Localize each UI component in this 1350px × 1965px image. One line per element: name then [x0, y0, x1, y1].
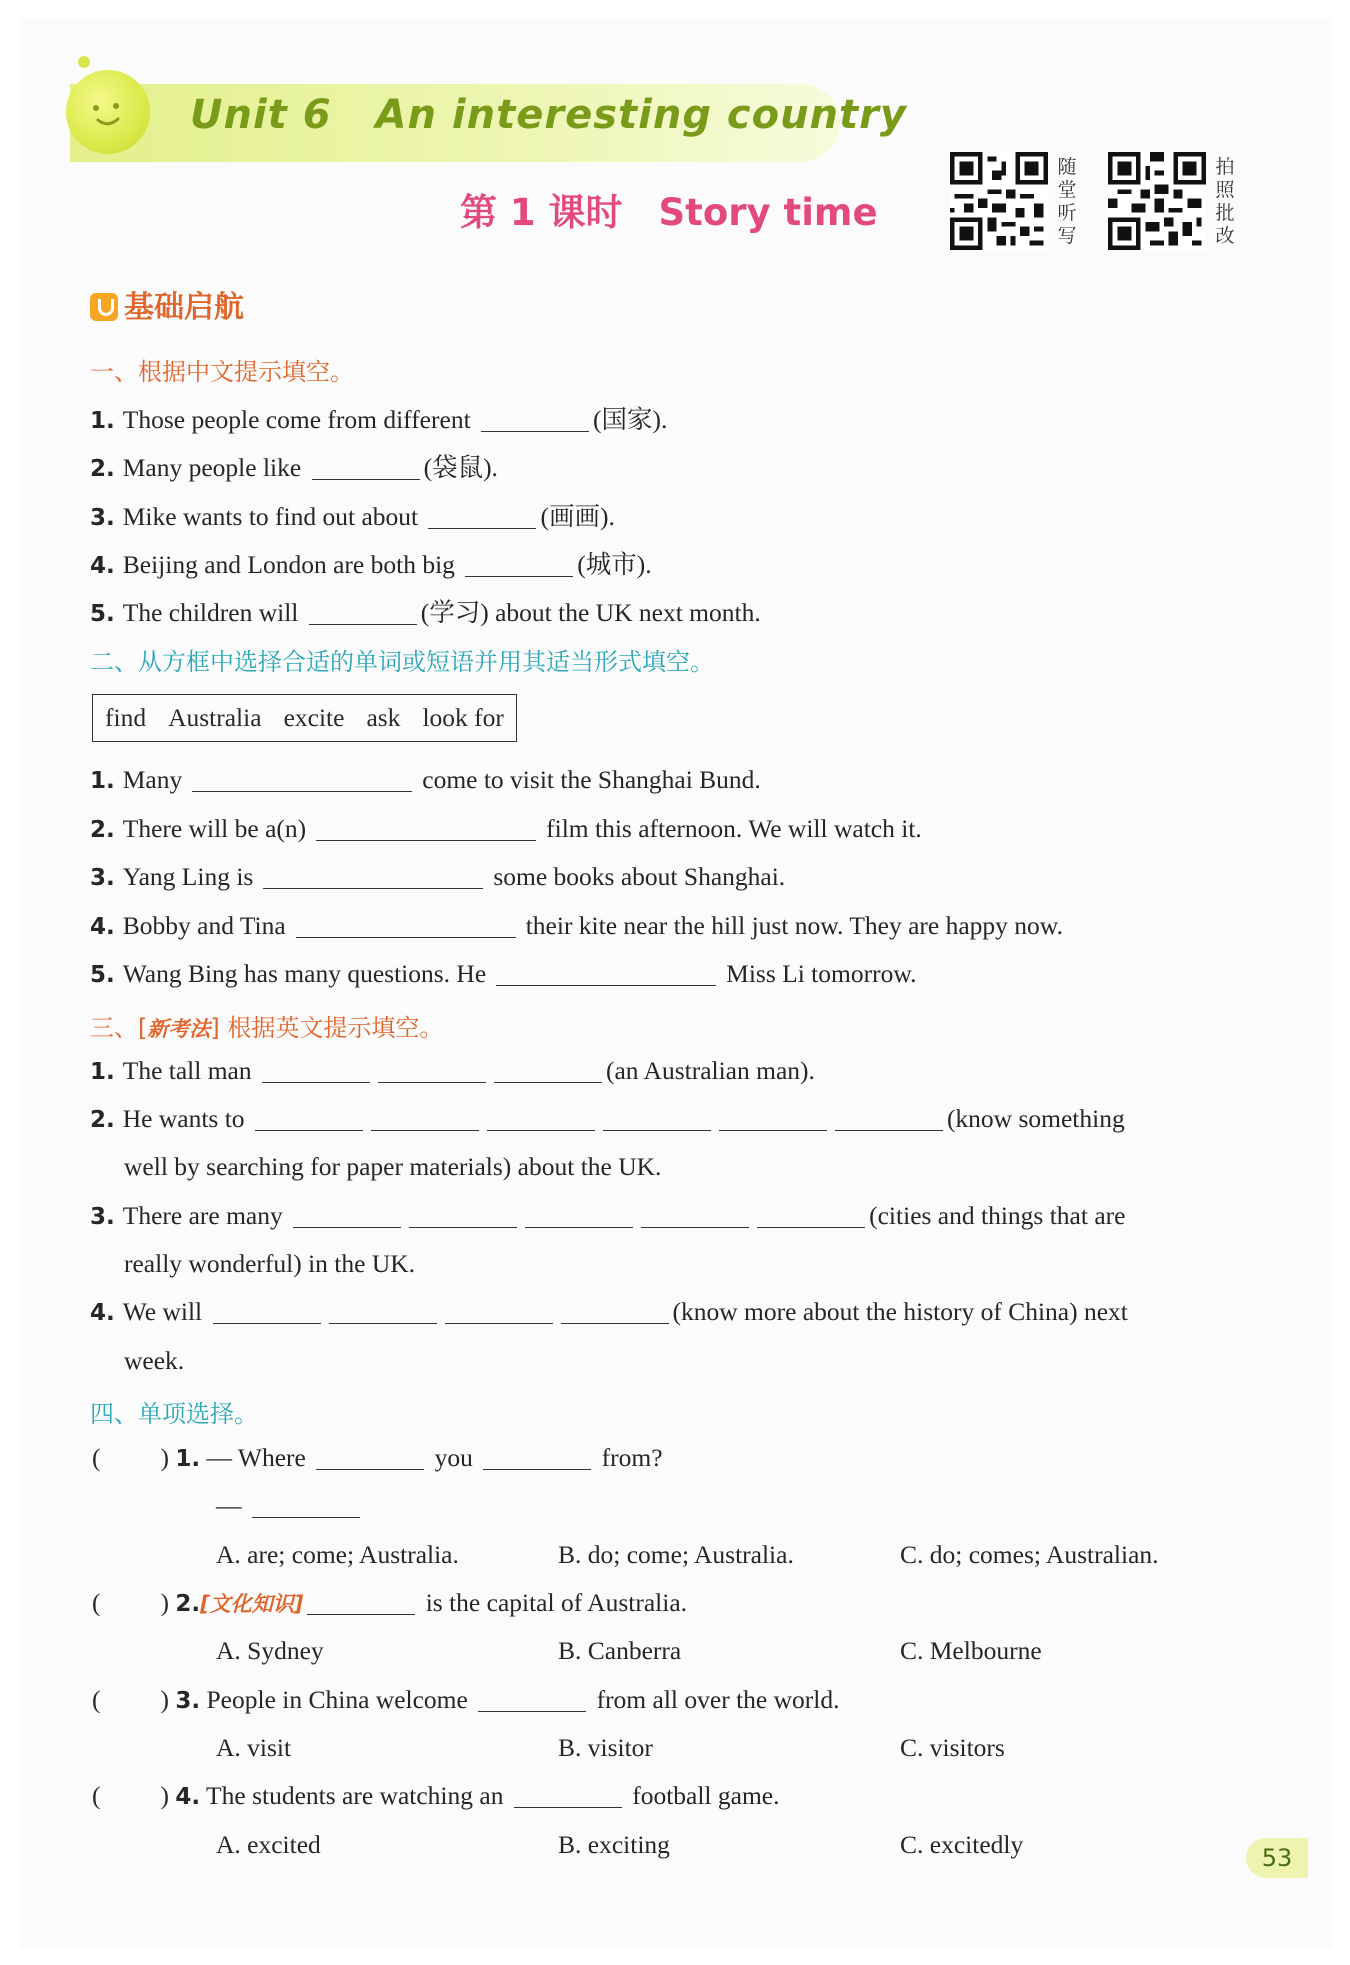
- part2-item-1: 1. Many come to visit the Shanghai Bund.: [90, 765, 761, 794]
- answer-blank[interactable]: [719, 1106, 827, 1131]
- part2-item-3: 3. Yang Ling is some books about Shanghai.: [90, 862, 786, 891]
- q1-option-b[interactable]: B. do; come; Australia.: [558, 1540, 794, 1569]
- answer-blank[interactable]: [428, 504, 536, 529]
- part3-item-2-cont: well by searching for paper materials) about the UK.: [124, 1152, 662, 1181]
- part2-item-5: 5. Wang Bing has many questions. He Miss Li tomorrow.: [90, 959, 917, 988]
- q4-option-a[interactable]: A. excited: [216, 1830, 321, 1859]
- word-bank-item: find: [105, 703, 147, 732]
- q1-option-c[interactable]: C. do; comes; Australian.: [900, 1540, 1159, 1569]
- answer-blank[interactable]: [496, 961, 716, 986]
- part3-item-3-cont: really wonderful) in the UK.: [124, 1249, 416, 1278]
- q1-stem: ( ) 1. — Where you from?: [92, 1443, 663, 1472]
- section-title: 基础启航: [124, 290, 244, 325]
- answer-blank[interactable]: [262, 1058, 370, 1083]
- qr1-char: 随: [1057, 156, 1077, 178]
- answer-blank[interactable]: [445, 1299, 553, 1324]
- answer-slot[interactable]: [101, 1446, 161, 1470]
- part1-item-2: 2. Many people like (袋鼠).: [90, 453, 498, 482]
- answer-blank[interactable]: [494, 1058, 602, 1083]
- part3-item-3: 3. There are many (cities and things that are: [90, 1201, 1126, 1230]
- part3-item-2: 2. He wants to (know something: [90, 1104, 1125, 1133]
- answer-blank[interactable]: [371, 1106, 479, 1131]
- lesson-name: Story time: [658, 191, 878, 234]
- section-heading: [90, 282, 244, 326]
- part3-heading: 三、[新考法] 根据英文提示填空。: [90, 1014, 444, 1042]
- part3-item-4-cont: week.: [124, 1346, 185, 1375]
- q3-option-c[interactable]: C. visitors: [900, 1733, 1005, 1762]
- qr2-char: 批: [1215, 202, 1235, 224]
- answer-slot[interactable]: [101, 1688, 161, 1712]
- answer-blank[interactable]: [641, 1203, 749, 1228]
- q2-option-c[interactable]: C. Melbourne: [900, 1636, 1042, 1665]
- q3-option-b[interactable]: B. visitor: [558, 1733, 653, 1762]
- part3-item-4: 4. We will (know more about the history of China) next: [90, 1297, 1128, 1326]
- answer-blank[interactable]: [603, 1106, 711, 1131]
- answer-blank[interactable]: [192, 767, 412, 792]
- q4-option-c[interactable]: C. excitedly: [900, 1830, 1024, 1859]
- unit-number: Unit 6: [190, 92, 332, 138]
- lesson-number: 第 1 课时: [460, 191, 623, 234]
- answer-blank[interactable]: [483, 1445, 591, 1470]
- part1-item-4: 4. Beijing and London are both big (城市).: [90, 550, 652, 579]
- part2-heading: 二、从方框中选择合适的单词或短语并用其适当形式填空。: [90, 648, 714, 676]
- word-bank-item: look for: [422, 703, 504, 732]
- answer-blank[interactable]: [316, 816, 536, 841]
- qr1-char: 写: [1057, 225, 1077, 247]
- answer-blank[interactable]: [309, 600, 417, 625]
- answer-blank[interactable]: [296, 913, 516, 938]
- part2-item-2: 2. There will be a(n) film this afternoon. We will watch it.: [90, 814, 922, 843]
- q1-reply: —: [216, 1491, 364, 1521]
- qr2-caption: [1214, 156, 1236, 248]
- q3-stem: ( ) 3. People in China welcome from all over the world.: [92, 1685, 840, 1714]
- answer-blank[interactable]: [525, 1203, 633, 1228]
- lesson-title: [460, 182, 878, 236]
- word-bank-item: ask: [366, 703, 401, 732]
- word-bank-box: [92, 694, 517, 742]
- answer-blank[interactable]: [213, 1299, 321, 1324]
- answer-blank[interactable]: [478, 1687, 586, 1712]
- answer-blank[interactable]: [263, 864, 483, 889]
- part4-heading: 四、单项选择。: [90, 1400, 258, 1428]
- unit-name: An interesting country: [375, 92, 907, 138]
- word-bank-item: excite: [283, 703, 345, 732]
- answer-blank[interactable]: [561, 1299, 669, 1324]
- q3-option-a[interactable]: A. visit: [216, 1733, 292, 1762]
- mascot-antenna: [78, 56, 90, 68]
- qr2-char: 拍: [1215, 156, 1235, 178]
- answer-blank[interactable]: [409, 1203, 517, 1228]
- answer-slot[interactable]: [101, 1591, 161, 1615]
- qr-code-dictation[interactable]: [950, 152, 1048, 250]
- qr1-char: 听: [1057, 202, 1077, 224]
- qr1-char: 堂: [1057, 179, 1077, 201]
- answer-blank[interactable]: [514, 1783, 622, 1808]
- q1-option-a[interactable]: A. are; come; Australia.: [216, 1540, 459, 1569]
- qr2-char: 改: [1215, 225, 1235, 247]
- answer-blank[interactable]: [329, 1299, 437, 1324]
- anchor-icon: [90, 293, 118, 321]
- answer-blank[interactable]: [316, 1445, 424, 1470]
- new-method-tag: 新考法: [147, 1017, 211, 1041]
- answer-blank[interactable]: [465, 552, 573, 577]
- part1-item-3: 3. Mike wants to find out about (画画).: [90, 502, 615, 531]
- page-number: 53: [1246, 1838, 1308, 1878]
- q4-stem: ( ) 4. The students are watching an football game.: [92, 1781, 780, 1810]
- q4-option-b[interactable]: B. exciting: [558, 1830, 670, 1859]
- answer-blank[interactable]: [757, 1203, 865, 1228]
- qr-code-grading[interactable]: [1108, 152, 1206, 250]
- part3-item-1: 1. The tall man (an Australian man).: [90, 1056, 815, 1085]
- mascot-icon: [66, 70, 150, 154]
- word-bank-item: Australia: [168, 703, 262, 732]
- answer-blank[interactable]: [307, 1590, 415, 1615]
- qr1-caption: [1056, 156, 1078, 248]
- qr2-char: 照: [1215, 179, 1235, 201]
- q2-stem: ( ) 2.[文化知识] is the capital of Australia.: [92, 1588, 688, 1617]
- unit-title: [190, 92, 907, 138]
- part2-item-4: 4. Bobby and Tina their kite near the hill just now. They are happy now.: [90, 911, 1063, 940]
- answer-blank[interactable]: [487, 1106, 595, 1131]
- q2-option-a[interactable]: A. Sydney: [216, 1636, 324, 1665]
- q2-option-b[interactable]: B. Canberra: [558, 1636, 682, 1665]
- answer-blank[interactable]: [312, 455, 420, 480]
- part1-item-5: 5. The children will (学习) about the UK next month.: [90, 598, 761, 627]
- answer-slot[interactable]: [101, 1784, 161, 1808]
- answer-blank[interactable]: [252, 1493, 360, 1518]
- culture-tag: 文化知识: [209, 1592, 294, 1616]
- answer-blank[interactable]: [255, 1106, 363, 1131]
- answer-blank[interactable]: [293, 1203, 401, 1228]
- answer-blank[interactable]: [378, 1058, 486, 1083]
- part1-heading: 一、根据中文提示填空。: [90, 358, 354, 386]
- part1-item-1: 1. Those people come from different (国家).: [90, 405, 668, 434]
- answer-blank[interactable]: [835, 1106, 943, 1131]
- answer-blank[interactable]: [481, 407, 589, 432]
